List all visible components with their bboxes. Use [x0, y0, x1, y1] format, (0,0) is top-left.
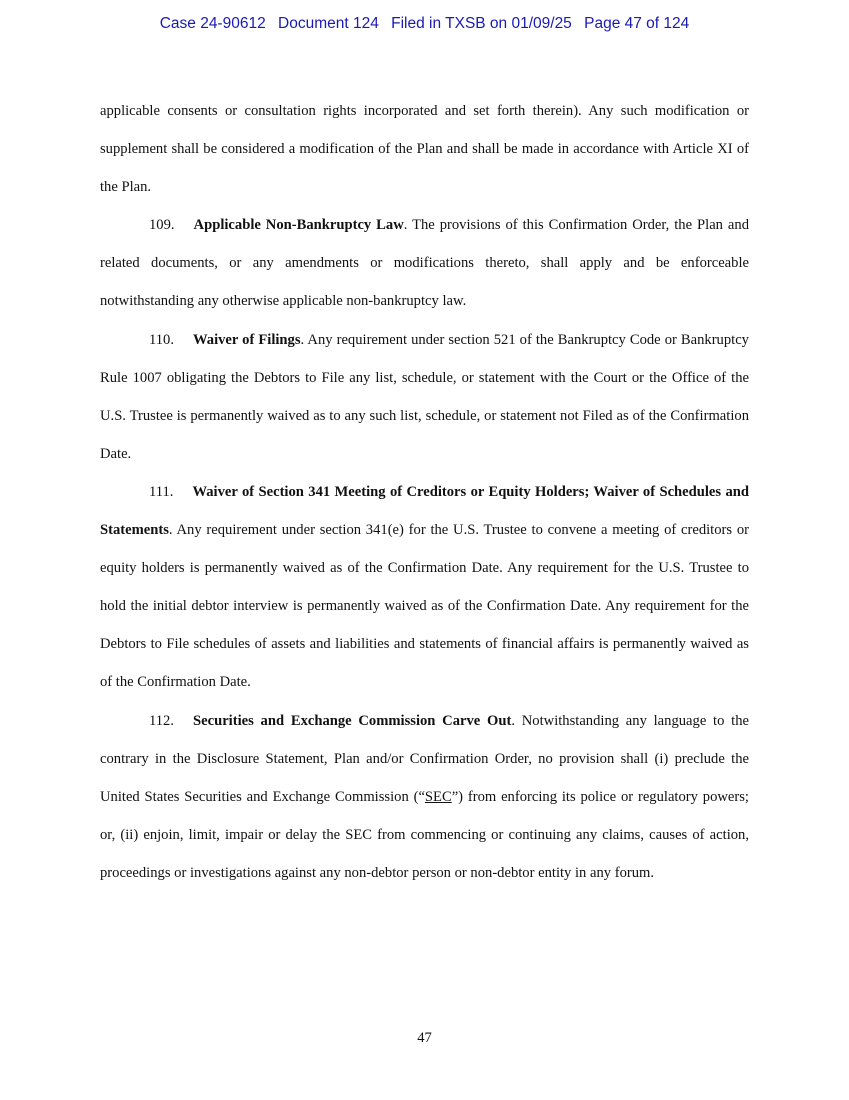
paragraph-109	[100, 206, 749, 320]
paragraph-number: 109.	[149, 217, 175, 234]
paragraph-heading: Waiver of Filings	[193, 331, 301, 348]
paragraph-text: . Notwithstanding any language to the contrary in the Disclosure Statement, Plan and/or Confirmation Order, no provision shall (i) preclude the United States Securities and Exchange Commission (“	[100, 712, 749, 805]
document-body	[100, 92, 749, 892]
paragraph-heading: Applicable Non-Bankruptcy Law	[193, 217, 404, 234]
document-number: Document 124	[278, 15, 379, 32]
paragraph-number: 110.	[149, 331, 174, 348]
paragraph-text: ”) from enforcing its police or regulatory powers; or, (ii) enjoin, limit, impair or delay the SEC from commencing or continuing any claims, causes of action, proceedings or investigations against any non-debtor person or non-debtor entity in any forum.	[100, 788, 749, 881]
docket-header	[0, 15, 849, 33]
case-number: Case 24-90612	[159, 15, 266, 32]
page-of-total: Page 47 of 124	[584, 15, 690, 32]
paragraph-text: . Any requirement under section 521 of the Bankruptcy Code or Bankruptcy Rule 1007 obligating the Debtors to File any list, schedule, or statement with the Court or the Office of the U.S. Trustee is permanently waived as to any such list, schedule, or statement not Filed as of the Confirmation Date.	[100, 331, 749, 462]
paragraph-heading: Waiver of Section 341 Meeting of Creditors or Equity Holders; Waiver of Schedules and Statements	[100, 483, 749, 539]
filed-info: Filed in TXSB on 01/09/25	[391, 15, 572, 32]
paragraph-text: . The provisions of this Confirmation Order, the Plan and related documents, or any amendments or modifications thereto, shall apply and be enforceable notwithstanding any otherwise applicable non-bankruptcy law.	[100, 217, 749, 310]
paragraph-number: 112.	[149, 712, 174, 729]
paragraph-number: 111.	[149, 483, 174, 500]
paragraph-text: . Any requirement under section 341(e) for the U.S. Trustee to convene a meeting of creditors or equity holders is permanently waived as of the Confirmation Date. Any requirement for the U.S. Trustee to hold the initial debtor interview is permanently waived as of the Confirmation Date. Any requirement for the Debtors to File schedules of assets and liabilities and statements of financial affairs is permanently waived as of the Confirmation Date.	[100, 522, 749, 691]
paragraph-112	[100, 702, 749, 892]
page-number: 47	[417, 1030, 432, 1046]
paragraph-heading: Securities and Exchange Commission Carve Out	[193, 712, 512, 729]
paragraph-111	[100, 473, 749, 702]
paragraph-110	[100, 321, 749, 473]
defined-term-sec: SEC	[424, 788, 452, 805]
continuation-paragraph: applicable consents or consultation rights incorporated and set forth therein). Any such modification or supplement shall be considered a modification of the Plan and shall be made in accordance with Article XI of the Plan.	[100, 103, 749, 196]
